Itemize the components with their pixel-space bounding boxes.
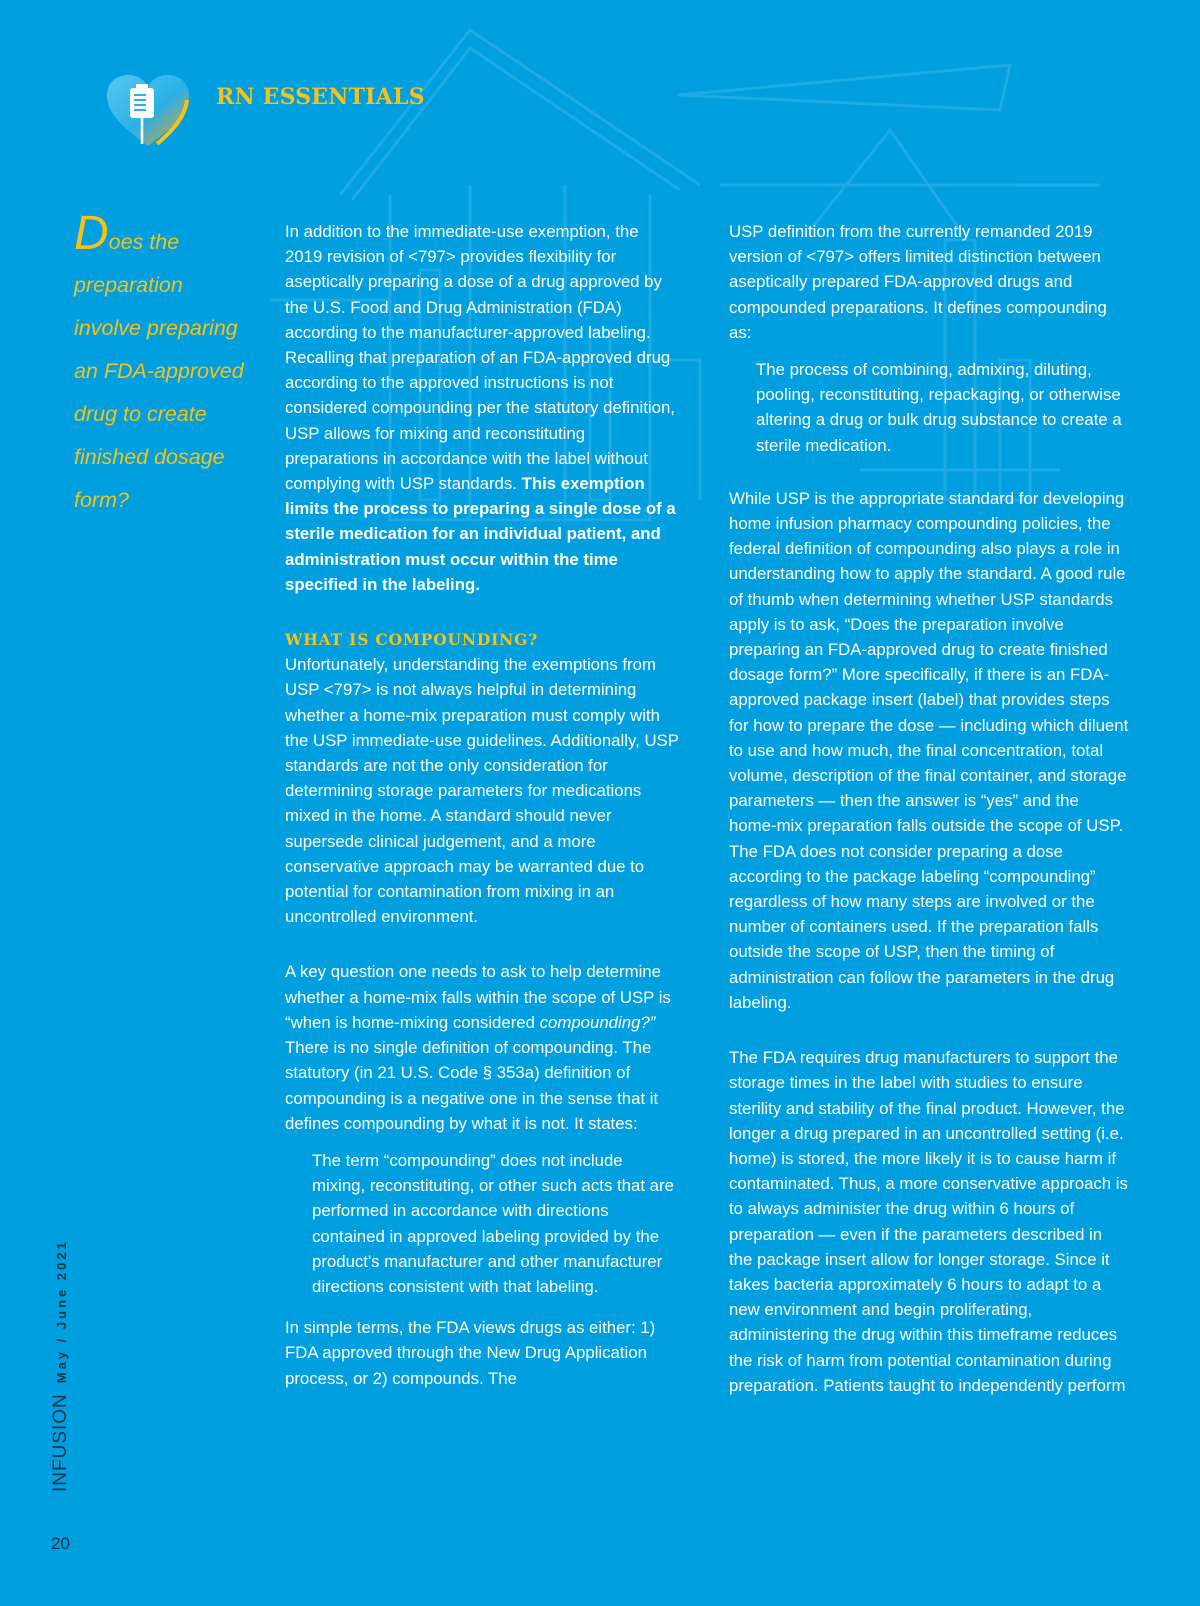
article-column-1 — [285, 219, 680, 1421]
paragraph-storage-times: The FDA requires drug manufacturers to support the storage times in the label with studies to ensure sterility and stability of the final product. However, the longer a drug prepared in an uncontrolled setting (i.e. home) is stored, the more likely it is to cause harm if contaminated. Thus, a more conservative approach is to always administer the drug within 6 hours of preparation — even if the parameters described in the package insert allow for longer storage. Since it takes bacteria approximately 6 hours to adapt to a new environment and begin proliferating, administering the drug within this timeframe reduces the risk of harm from potential contamination during preparation. Patients taught to independently perform — [729, 1048, 1128, 1395]
page-number: 20 — [51, 1534, 70, 1553]
magazine-issue-label — [50, 1239, 72, 1492]
statutory-quote: The term “compounding” does not include mixing, reconstituting, or other such acts that are performed in accordance with directions contained in approved labeling provided by the product's manufacturer and other manufacturer directions consistent with that labeling. — [312, 1150, 674, 1296]
paragraph-text: A key question one needs to ask to help determine whether a home-mix falls within the scope of USP is “when is home-mixing considered — [285, 962, 671, 1032]
pull-quote — [74, 207, 254, 522]
paragraph-immediate-use — [285, 219, 680, 597]
paragraph-rule-of-thumb: While USP is the appropriate standard for developing home infusion pharmacy compounding policies, the federal definition of compounding also plays a role in understanding how to apply the standard. A good rule of thumb when determining whether USP standards apply is to ask, “Does the preparation involve preparing an FDA-approved drug to create finished dosage form?” More specifically, if there is an FDA-approved package insert (label) that provides steps for how to prepare the dose — including which diluent to use and how much, the final concentration, total volume, description of the final container, and storage parameters — then the answer is “yes” and the home-mix preparation falls outside the scope of USP. The FDA does not consider preparing a dose according to the package labeling “compounding” regardless of how many steps are involved or the number of containers used. If the preparation falls outside the scope of USP, then the timing of administration can follow the parameters in the drug labeling. — [729, 488, 1129, 1012]
paragraph-key-question — [285, 959, 680, 1135]
paragraph-text: In addition to the immediate-use exemption, the 2019 revision of <797> provides flexibility for aseptically preparing a dose of a drug approved by the U.S. Food and Drug Administration (FDA) according to the manufacturer-approved labeling. Recalling that preparation of an FDA-approved drug according to the approved instructions is not considered compounding per the statutory definition, USP allows for mixing and reconstituting preparations in accordance with the label without complying with USP standards. — [285, 222, 675, 494]
iv-bag-heart-icon — [105, 74, 191, 150]
subheading-what-is-compounding: WHAT IS COMPOUNDING? — [285, 630, 539, 650]
paragraph-usp-definition: USP definition from the currently remanded 2019 version of <797> offers limited distinction between aseptically prepared FDA-approved drugs and compounded preparations. It defines compounding as: — [729, 222, 1107, 342]
pull-quote-text: oes the preparation involve preparing an FDA-approved drug to create finished dosage form? — [74, 230, 244, 512]
issue-date: May / June 2021 — [54, 1239, 69, 1384]
article-column-2 — [729, 219, 1129, 1428]
paragraph-simple-terms: In simple terms, the FDA views drugs as either: 1) FDA approved through the New Drug Application process, or 2) compounds. The — [285, 1318, 656, 1388]
paragraph-text: There is no single definition of compounding. The statutory (in 21 U.S. Code § 353a) definition of compounding is a negative one in the sense that it defines compounding by what it is not. It states: — [285, 1038, 659, 1133]
pull-quote-dropcap: D — [74, 207, 109, 260]
paragraph-exemptions: Unfortunately, understanding the exemptions from USP <797> is not always helpful in determining whether a home-mix preparation must comply with the USP immediate-use guidelines. Additionally, USP standards are not the only consideration for determining storage parameters for medications mixed in the home. A standard should never supersede clinical judgement, and a more conservative approach may be warranted due to potential for contamination from mixing in an uncontrolled environment. — [285, 655, 679, 927]
magazine-name: INFUSION — [50, 1393, 71, 1492]
paragraph-bold-text: This exemption limits the process to preparing a single dose of a sterile medication for an individual patient, and administration must occur within the time specified in the labeling. — [285, 474, 676, 594]
paragraph-italic-text: compounding?” — [539, 1012, 656, 1032]
usp-quote: The process of combining, admixing, diluting, pooling, reconstituting, repackaging, or otherwise altering a drug or bulk drug substance to create a sterile medication. — [756, 360, 1122, 455]
section-title: RN ESSENTIALS — [216, 84, 425, 110]
